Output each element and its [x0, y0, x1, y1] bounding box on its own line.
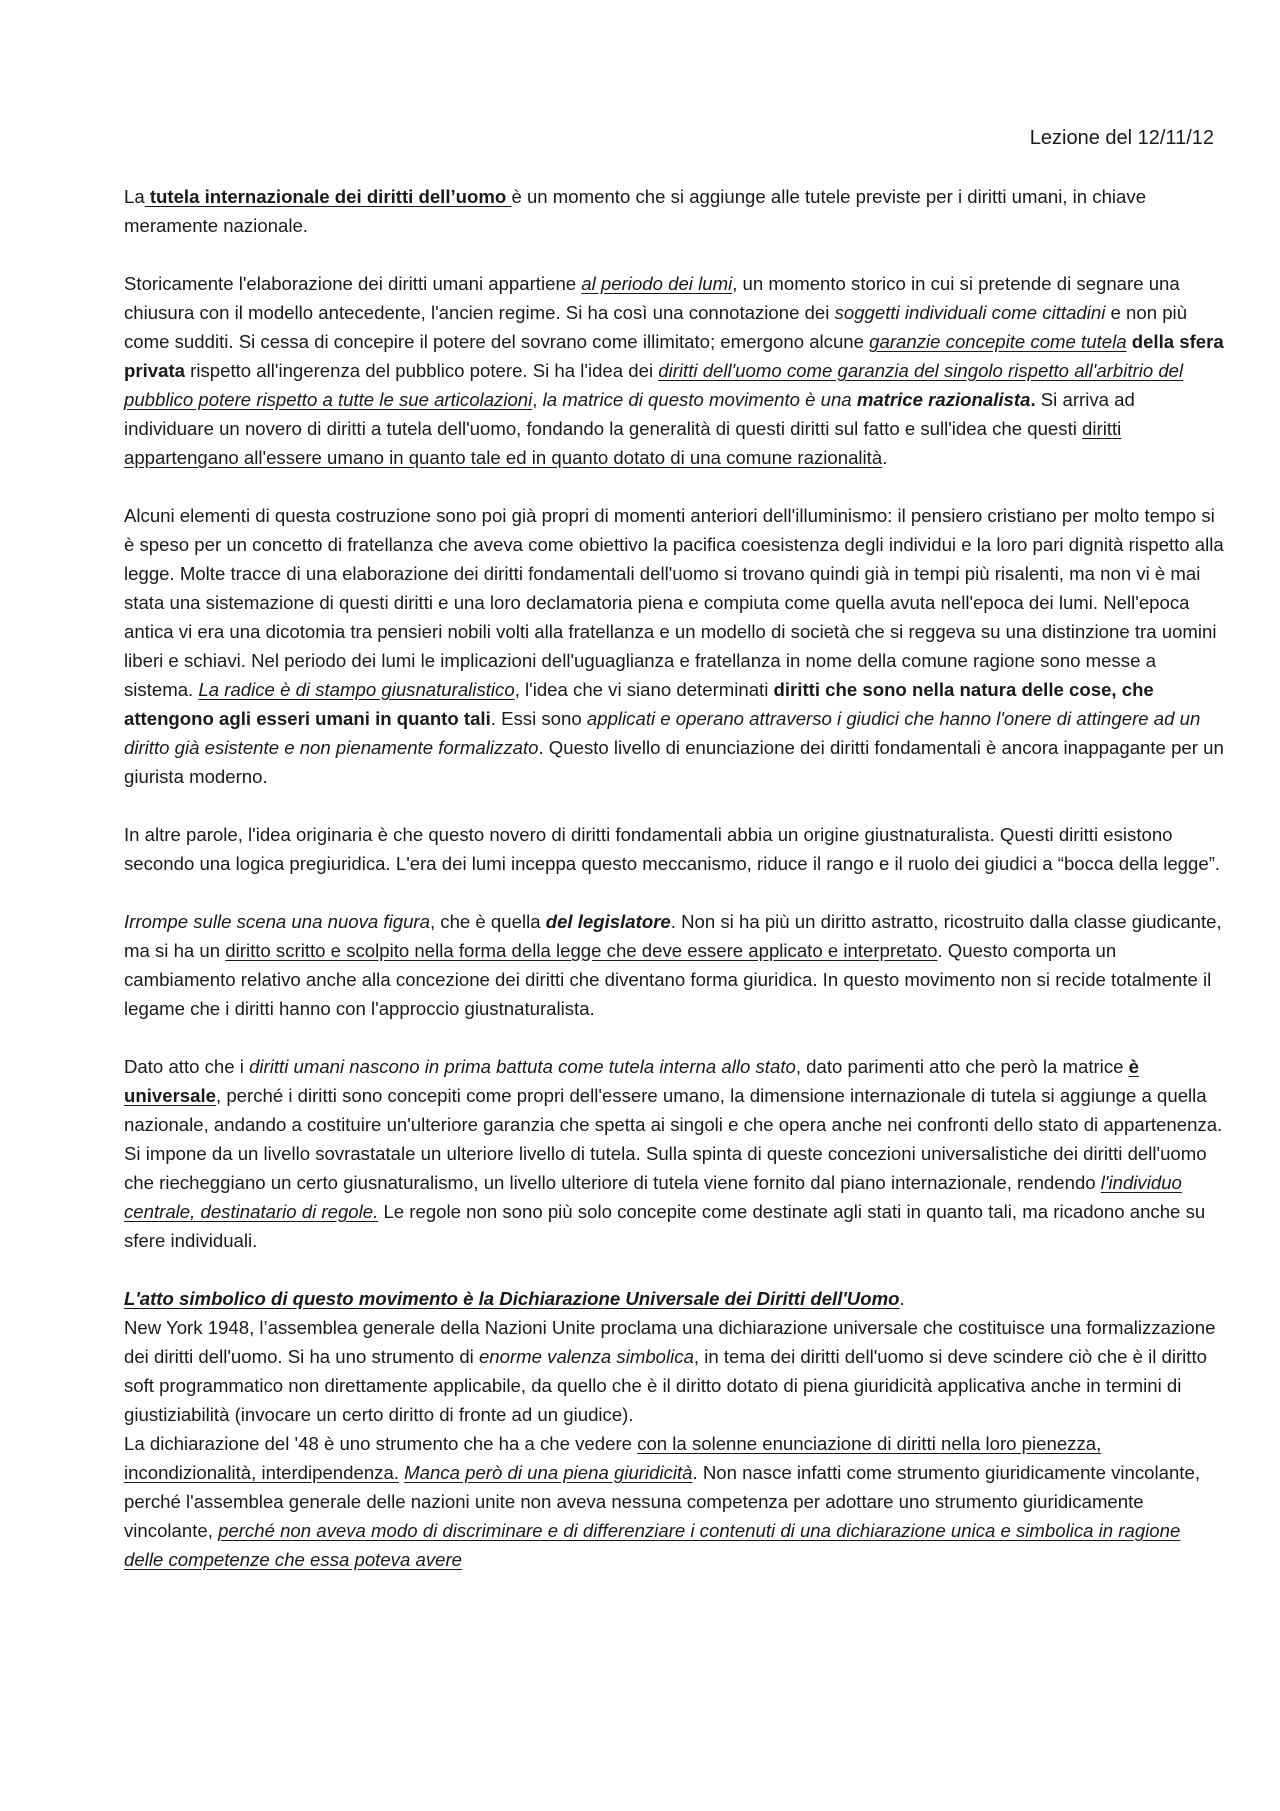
text-segment: Manca però di una piena giuridicità [404, 1462, 693, 1483]
paragraph-alcuni-elementi [124, 501, 1224, 791]
paragraph-irrompe [124, 907, 1224, 1023]
text-segment: , l'idea che vi siano determinati [514, 679, 774, 700]
text-segment: Dato atto che i [124, 1056, 250, 1077]
text-segment: Le regole non sono più solo concepite come destinate agli stati in quanto tali, ma ricadono anche su sfere individuali. [124, 1201, 1206, 1251]
text-segment: diritti appartengano all'essere umano in quanto tale ed in quanto dotato di una comune razionalità [124, 418, 1122, 468]
text-segment: , dato parimenti atto che però la matrice [795, 1056, 1129, 1077]
document-body [124, 182, 1224, 1574]
text-segment: la matrice di questo movimento è una [542, 389, 857, 410]
text-segment: , un momento storico in cui si pretende di segnare una chiusura con il modello antecedente, l'ancien regime. Si ha così una connotazione dei [124, 273, 1180, 323]
text-segment: applicati e operano attraverso i giudici che hanno l'onere di attingere ad un diritto già esistente e non pienamente formalizzato [124, 708, 1201, 758]
text-segment: . Non nasce infatti come strumento giuridicamente vincolante, perché l'assemblea generale delle nazioni unite non aveva nessuna competenza per adottare uno strumento giuridicamente vincolante, [124, 1462, 1200, 1541]
text-segment: soggetti individuali come cittadini [834, 302, 1106, 323]
text-segment: L'atto simbolico di questo movimento è la Dichiarazione Universale dei Diritti dell'Uomo [124, 1288, 900, 1309]
text-segment: . [882, 447, 888, 468]
text-segment: rispetto all'ingerenza del pubblico potere. Si ha l'idea dei [184, 360, 659, 381]
text-segment: In altre parole, l'idea originaria è che questo novero di diritti fondamentali abbia un origine giustnaturalista. Questi diritti esistono secondo una logica pregiuridica. L'era dei lumi inceppa questo meccanismo, riduce il rango e il ruolo dei giudici a “bocca della legge”. [124, 824, 1221, 874]
paragraph-storicamente [124, 269, 1224, 472]
text-segment: è universale [124, 1056, 1139, 1106]
text-segment: e non più come sudditi. Si cessa di concepire il potere del sovrano come illimitato; emergono alcune [124, 302, 1188, 352]
text-segment: . [1030, 389, 1036, 410]
text-segment: La [124, 186, 145, 207]
text-segment: . Questo comporta un cambiamento relativo anche alla concezione dei diritti che diventano forma giuridica. In questo movimento non si recide totalmente il legame che i diritti hanno con l'approccio giustnaturalista. [124, 940, 1212, 1019]
paragraph-intro [124, 182, 1224, 240]
text-segment: , che è quella [429, 911, 546, 932]
text-segment: con la solenne enunciazione di diritti nella loro pienezza, incondizionalità, interdipendenza. [124, 1433, 1102, 1483]
text-segment: diritti umani nascono in prima battuta come tutela interna allo stato [249, 1056, 796, 1077]
text-segment: Storicamente l'elaborazione dei diritti umani appartiene [124, 273, 582, 294]
text-segment: diritto scritto e scolpito nella forma della legge che deve essere applicato e interpretato [225, 940, 938, 961]
text-segment: enorme valenza simbolica [478, 1346, 694, 1367]
text-segment: , in tema dei diritti dell'uomo si deve scindere ciò che è il diritto soft programmatico non direttamente applicabile, da quello che è il diritto dotato di piena giuridicità applicativa anche in termini di giustiziabilità (invocare un certo diritto di fronte ad un giudice). [124, 1346, 1207, 1425]
text-segment: Alcuni elementi di questa costruzione sono poi già propri di momenti anteriori dell'illuminismo: il pensiero cristiano per molto tempo si è speso per un concetto di fratellanza che aveva come obiettivo la pacifica coesistenza degli individui e la loro pari dignità rispetto alla legge. Molte tracce di una elaborazione dei diritti fondamentali dell'uomo si trovano quindi già in tempi più risalenti, ma non vi è mai stata una sistemazione di questi diritti e una loro declamatoria piena e compiuta come quella avuta nell'epoca dei lumi. Nell'epoca antica vi era una dicotomia tra pensieri nobili volti alla fratellanza e un modello di società che si reggeva su una distinzione tra uomini liberi e schiavi. Nel periodo dei lumi le implicazioni dell'uguaglianza e fratellanza in nome della comune ragione sono messe a sistema. [124, 505, 1224, 700]
paragraph-atto-simbolico [124, 1284, 1224, 1313]
text-segment: . Questo livello di enunciazione dei diritti fondamentali è ancora inappagante per un giurista moderno. [124, 737, 1224, 787]
text-segment: . [899, 1288, 905, 1309]
text-segment: La radice è di stampo giusnaturalistico [198, 679, 515, 700]
text-segment: . Non si ha più un diritto astratto, ricostruito dalla classe giudicante, ma si ha un [124, 911, 1222, 961]
text-segment: tutela internazionale dei diritti dell’uomo [144, 186, 512, 207]
text-segment: al periodo dei lumi [581, 273, 733, 294]
text-segment: New York 1948, l’assemblea generale della Nazioni Unite proclama una dichiarazione universale che costituisce una formalizzazione dei diritti dell'uomo. Si ha uno strumento di [124, 1317, 1216, 1367]
text-segment: perché non aveva modo di discriminare e di differenziare i contenuti di una dichiarazione unica e simbolica in ragione delle competenze che essa poteva avere [124, 1520, 1181, 1570]
text-segment: matrice razionalista [856, 389, 1031, 410]
text-segment: è un momento che si aggiunge alle tutele previste per i diritti umani, in chiave meramente nazionale. [124, 186, 1147, 236]
paragraph-dato-atto [124, 1052, 1224, 1255]
text-segment: l'individuo centrale, destinatario di regole. [124, 1172, 1182, 1222]
text-segment: , [532, 389, 543, 410]
text-segment: diritti dell'uomo come garanzia del singolo rispetto all'arbitrio del pubblico potere rispetto a tutte le sue articolazioni [124, 360, 1184, 410]
text-segment: La dichiarazione del '48 è uno strumento che ha a che vedere [124, 1433, 638, 1454]
text-segment: Irrompe sulle scena una nuova figura [124, 911, 430, 932]
paragraph-dichiarazione-48 [124, 1429, 1224, 1574]
text-segment: diritti che sono nella natura delle cose, che attengono agli esseri umani in quanto tali [124, 679, 1154, 729]
text-segment: . Essi sono [490, 708, 587, 729]
text-segment: garanzie concepite come tutela [869, 331, 1127, 352]
text-segment: , perché i diritti sono concepiti come propri dell'essere umano, la dimensione internazionale di tutela si aggiunge a quella nazionale, andando a costituire un'ulteriore garanzia che spetta ai singoli e che opera anche nei confronti dello stato di appartenenza. Si impone da un livello sovrastatale un ulteriore livello di tutela. Sulla spinta di queste concezioni universalistiche dei diritti dell'uomo che riecheggiano un certo giusnaturalismo, un livello ulteriore di tutela viene fornito dal piano internazionale, rendendo [124, 1085, 1223, 1193]
text-segment: Si arriva ad individuare un novero di diritti a tutela dell'uomo, fondando la generalità di questi diritti sul fatto e sull'idea che questi [124, 389, 1135, 439]
lesson-date: Lezione del 12/11/12 [1029, 127, 1214, 149]
paragraph-new-york [124, 1313, 1224, 1429]
text-segment: della sfera privata [124, 331, 1224, 381]
paragraph-in-altre-parole [124, 820, 1224, 878]
text-segment: del legislatore [545, 911, 671, 932]
